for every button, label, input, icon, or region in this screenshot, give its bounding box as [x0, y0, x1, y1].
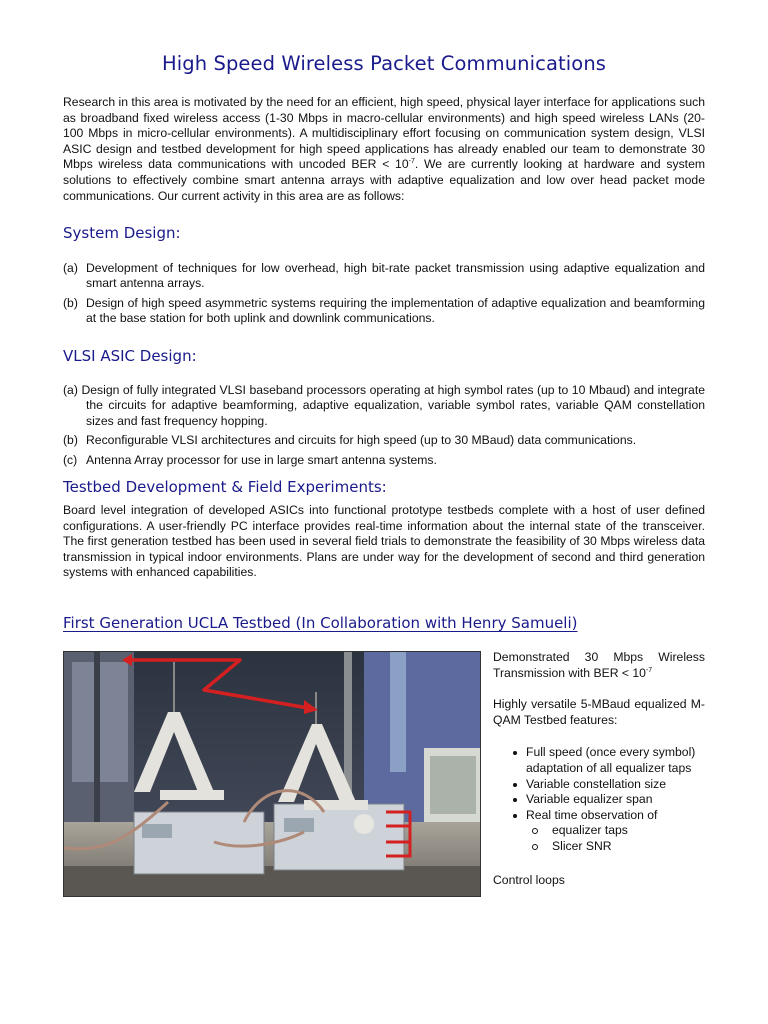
demo-statement: Demonstrated 30 Mbps Wireless Transmission with BER < 10 [493, 650, 705, 680]
intro-superscript: -7 [408, 158, 415, 166]
list-item-text: Development of techniques for low overhead, high bit-rate packet transmission using adaptive equalization and smart antenna arrays. [86, 261, 705, 291]
list-item [63, 453, 705, 468]
list-item-text: Design of high speed asymmetric systems requiring the implementation of adaptive equalization and beamforming at the base station for both uplink and downlink communications. [86, 295, 705, 326]
list-marker: (b) [63, 433, 78, 448]
list-item-text: Design of fully integrated VLSI baseband processors operating at high symbol rates (up to 10 Mbaud) and integrate the circuits for adaptive beamforming, adaptive equalization, variable symbol rates, variable QAM constellation sizes and fast frequency hopping. [81, 383, 705, 428]
intro-paragraph [63, 95, 705, 204]
list-item: equalizer taps [510, 823, 705, 839]
list-item-text: Antenna Array processor for use in large smart antenna systems. [86, 452, 437, 467]
system-design-heading: System Design: [63, 224, 181, 242]
system-design-list [63, 261, 705, 331]
list-item [63, 261, 705, 292]
intro-text-continued: . We are currently looking at hardware and system solutions to effectively combine smart antenna arrays with adaptive equalization and low over head packet mode communications. Our current activity in this area are as follows: [63, 157, 705, 203]
testbed-heading: Testbed Development & Field Experiments: [63, 478, 387, 496]
list-item: Variable equalizer span [510, 792, 705, 808]
testbed-photo-image [64, 652, 480, 896]
list-marker: (a) [63, 261, 78, 275]
list-item [63, 383, 705, 429]
list-item [63, 296, 705, 327]
list-marker: (c) [63, 452, 78, 467]
observation-sublist [510, 823, 705, 854]
list-item: Variable constellation size [510, 777, 705, 793]
list-item [63, 433, 705, 448]
vlsi-design-heading: VLSI ASIC Design: [63, 347, 197, 365]
page-title: High Speed Wireless Packet Communications [161, 52, 607, 75]
list-marker: (a) [63, 383, 78, 397]
first-generation-testbed-link[interactable]: First Generation UCLA Testbed (In Collaboration with Henry Samueli) [63, 614, 578, 632]
list-marker: (b) [63, 295, 78, 310]
features-intro: Highly versatile 5-MBaud equalized M-QAM Testbed features: [493, 697, 705, 727]
demo-superscript: -7 [645, 666, 653, 674]
list-item: Full speed (once every symbol) adaptation of all equalizer taps [510, 745, 705, 776]
vlsi-design-list [63, 383, 705, 472]
demo-text [493, 650, 705, 681]
list-item: Slicer SNR [510, 839, 705, 855]
features-list [510, 745, 705, 823]
intro-text: Research in this area is motivated by the need for an efficient, high speed, physical layer interface for applications such as broadband fixed wireless access (1-30 Mbps in macro-cellular environments) and high speed wireless LANs (20-100 Mbps in micro-cellular environments). A multidisciplinary effort focusing on communication system design, VLSI ASIC design and testbed development for high speed applications has already enabled our team to demonstrate 30 Mbps wireless data communications with uncoded BER < 10 [63, 95, 706, 172]
list-item-text: Reconfigurable VLSI architectures and circuits for high speed (up to 30 MBaud) data communications. [86, 433, 637, 448]
control-loops-text: Control loops [493, 872, 565, 887]
testbed-photo [63, 651, 481, 897]
testbed-paragraph: Board level integration of developed ASICs into functional prototype testbeds complete with a host of user defined configurations. A user-friendly PC interface provides real-time information about the internal state of the transceiver. The first generation testbed has been used in several field trials to demonstrate the feasibility of 30 Mbps wireless data transmission in typical indoor environments. Plans are under way for the development of second and third generation systems with enhanced capabilities. [63, 503, 705, 580]
testbed-features-column [493, 650, 705, 888]
list-item: Real time observation of [510, 808, 705, 824]
